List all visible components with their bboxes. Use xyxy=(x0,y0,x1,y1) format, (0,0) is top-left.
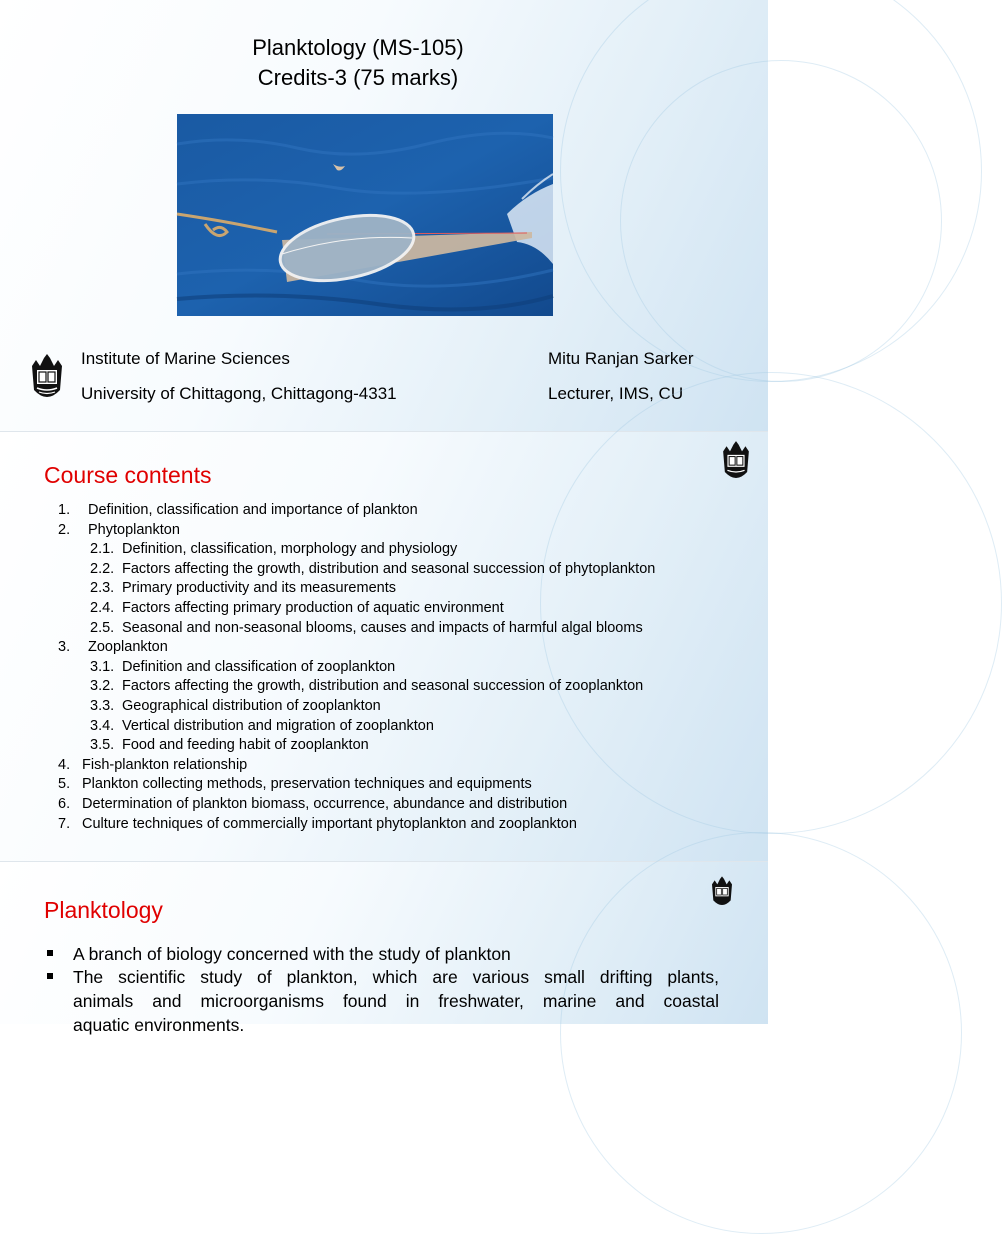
university-name: University of Chittagong, Chittagong-4331 xyxy=(81,384,397,403)
course-title: Planktology (MS-105) xyxy=(252,35,464,60)
item-text: Definition, classification, morphology and physiology xyxy=(122,541,458,558)
item-number: 3.5. xyxy=(90,737,115,754)
item-text: Geographical distribution of zooplankton xyxy=(122,698,381,714)
university-emblem xyxy=(718,434,754,491)
bullet-text-line: The scientific study of plankton, which are various small drifting plants, xyxy=(73,967,719,987)
item-number: 5. xyxy=(58,776,71,793)
bullet-text-line: aquatic environments. xyxy=(73,1015,245,1035)
item-number: 1. xyxy=(58,502,71,518)
item-number: 3.1. xyxy=(90,658,115,675)
course-credits: Credits-3 (75 marks) xyxy=(257,65,459,90)
item-number: 3.3. xyxy=(90,698,115,714)
item-text: Definition and classification of zooplankton xyxy=(122,658,396,675)
course-contents-list xyxy=(0,502,768,842)
plankton-net-photo xyxy=(177,114,553,316)
item-text: Seasonal and non-seasonal blooms, causes and impacts of harmful algal blooms xyxy=(122,619,643,636)
planktology-slide xyxy=(0,862,768,1035)
slide-heading: Course contents xyxy=(44,462,212,488)
item-number: 2.2. xyxy=(90,560,115,577)
item-number: 2.5. xyxy=(90,619,115,636)
author-name: Mitu Ranjan Sarker xyxy=(548,349,694,368)
emblem-icon xyxy=(718,434,754,486)
author-position: Lecturer, IMS, CU xyxy=(548,384,684,403)
item-text: Phytoplankton xyxy=(88,521,180,538)
course-contents-slide xyxy=(0,432,768,862)
emblem-icon xyxy=(26,346,68,406)
item-text: Factors affecting the growth, distribution and seasonal succession of phytoplankton xyxy=(122,560,656,577)
university-emblem xyxy=(708,870,736,917)
item-number: 3. xyxy=(58,639,71,656)
plankton-net-image xyxy=(177,114,553,316)
slide-heading: Planktology xyxy=(44,897,163,923)
item-number: 2. xyxy=(58,521,71,538)
item-text: Zooplankton xyxy=(88,639,168,656)
item-text: Culture techniques of commercially important phytoplankton and zooplankton xyxy=(82,815,577,832)
item-text: Food and feeding habit of zooplankton xyxy=(122,737,369,754)
item-number: 2.4. xyxy=(90,600,115,616)
item-text: Plankton collecting methods, preservation techniques and equipments xyxy=(82,776,532,793)
item-text: Factors affecting the growth, distribution and seasonal succession of zooplankton xyxy=(122,678,644,695)
item-text: Determination of plankton biomass, occurrence, abundance and distribution xyxy=(82,796,568,812)
bullet-text: A branch of biology concerned with the study of plankton xyxy=(73,944,511,964)
item-text: Fish-plankton relationship xyxy=(82,756,248,773)
item-number: 6. xyxy=(58,796,71,812)
item-number: 3.4. xyxy=(90,717,115,734)
background-swirl xyxy=(620,60,942,382)
item-text: Vertical distribution and migration of zooplankton xyxy=(122,717,434,734)
item-text: Primary productivity and its measurements xyxy=(122,580,396,597)
item-text: Factors affecting primary production of aquatic environment xyxy=(122,600,504,616)
emblem-icon xyxy=(708,870,736,912)
item-text: Definition, classification and importance of plankton xyxy=(88,502,418,518)
item-number: 2.3. xyxy=(90,580,115,597)
institute-name: Institute of Marine Sciences xyxy=(81,349,290,368)
bullet-icon xyxy=(47,950,53,956)
university-emblem xyxy=(26,346,68,411)
item-number: 2.1. xyxy=(90,541,115,558)
bullet-text-line: animals and microorganisms found in freshwater, marine and coastal xyxy=(73,991,719,1011)
title-slide xyxy=(0,0,768,432)
item-number: 3.2. xyxy=(90,678,115,695)
background-swirl xyxy=(560,832,962,1234)
item-number: 4. xyxy=(58,756,71,773)
bullet-icon xyxy=(47,973,53,979)
item-number: 7. xyxy=(58,815,71,832)
